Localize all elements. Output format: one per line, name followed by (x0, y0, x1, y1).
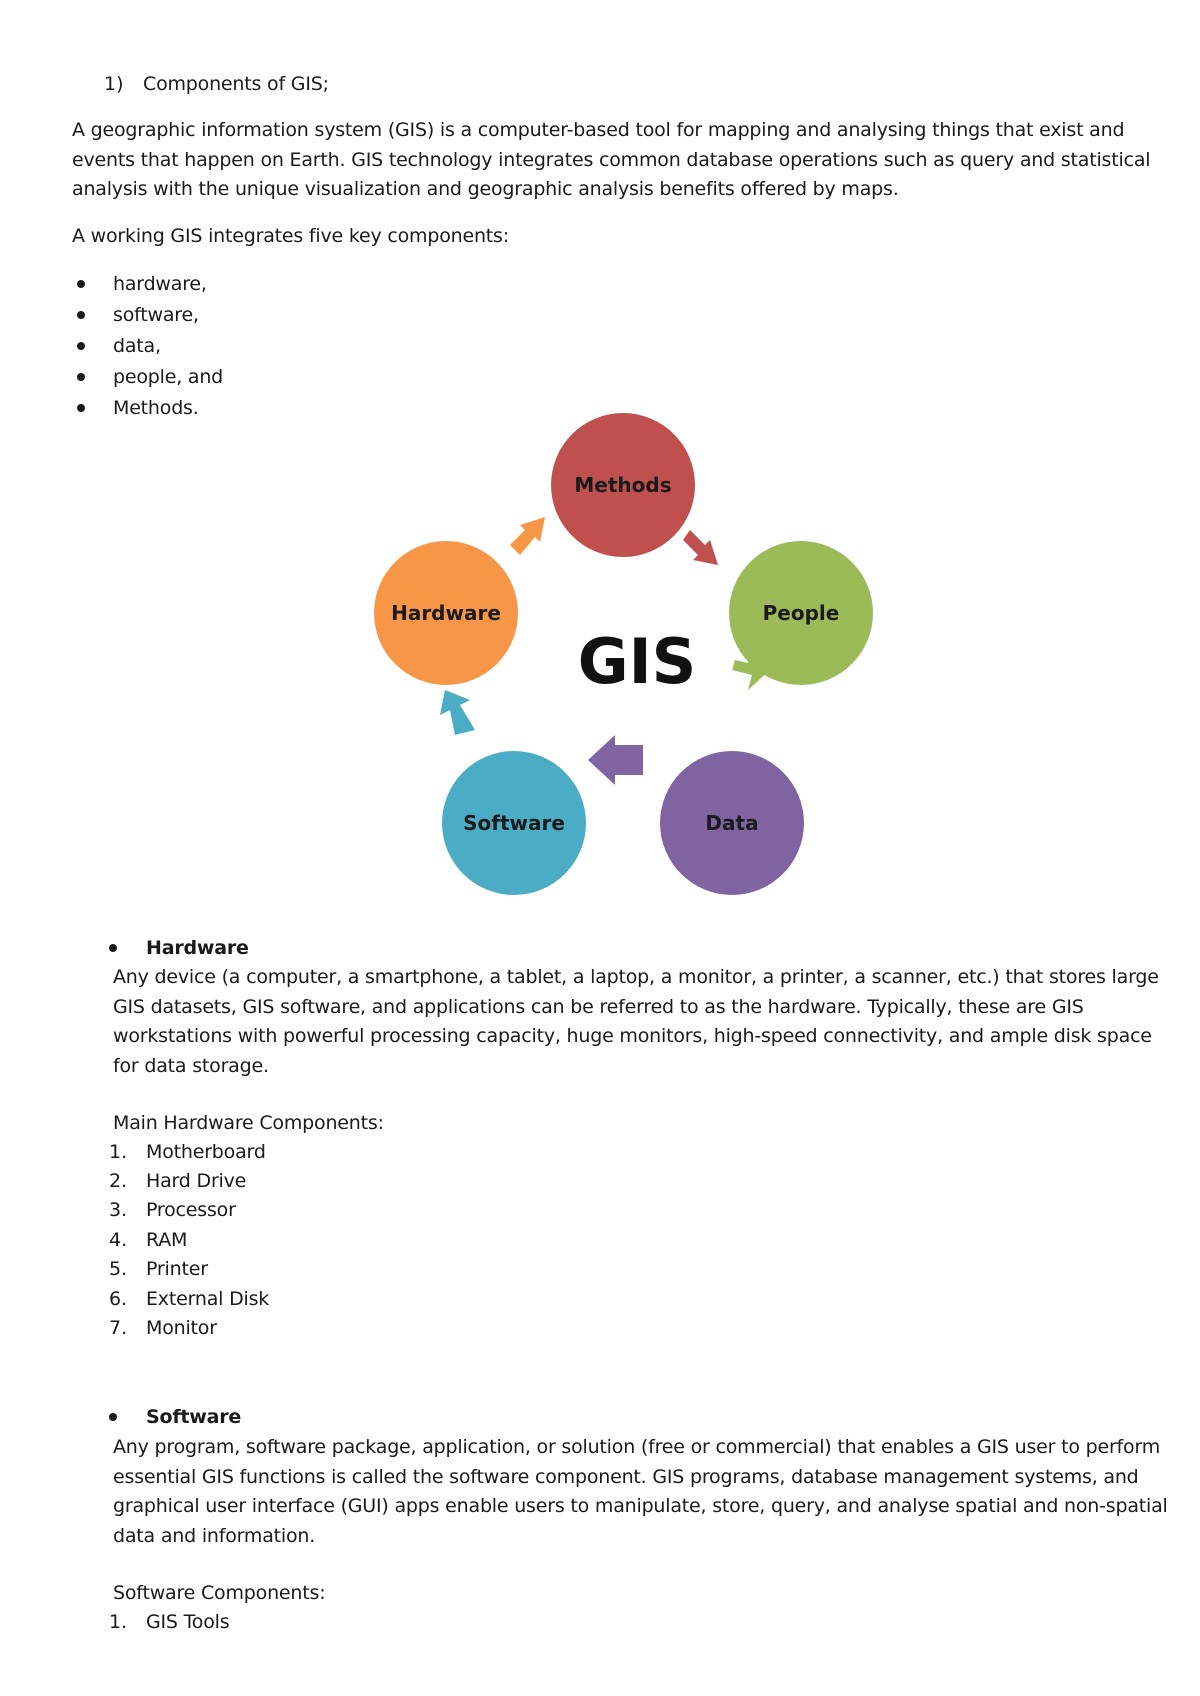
software-paragraph (113, 1433, 1168, 1551)
list-number: 1. (109, 1611, 128, 1633)
list-item: Monitor (146, 1317, 217, 1339)
hardware-list-title: Main Hardware Components: (113, 1112, 384, 1134)
diagram-center-label: GIS (577, 625, 697, 698)
bullet-icon (77, 404, 85, 412)
list-item: data, (113, 335, 161, 357)
list-item: people, and (113, 366, 224, 388)
bullet-icon (77, 373, 85, 381)
hardware-paragraph (113, 963, 1159, 1081)
intro-line: A geographic information system (GIS) is a computer-based tool for mapping and analysing things that exist and (72, 119, 1125, 141)
node-hardware-label: Hardware (391, 601, 501, 625)
arrow-methods-to-people-icon (683, 530, 718, 565)
list-number: 5. (109, 1258, 128, 1280)
software-heading: Software (146, 1406, 242, 1428)
hardware-line: GIS datasets, GIS software, and applications can be referred to as the hardware. Typically, these are GIS (113, 995, 1084, 1018)
list-item: Hard Drive (146, 1170, 247, 1192)
arrow-software-to-hardware-icon (440, 690, 475, 735)
hardware-heading: Hardware (146, 937, 249, 959)
bullet-icon (109, 944, 117, 952)
list-number: 1. (109, 1141, 128, 1163)
node-data-label: Data (705, 811, 759, 835)
list-item: Methods. (113, 397, 199, 419)
bullet-icon (77, 311, 85, 319)
bullet-icon (77, 342, 85, 350)
software-list-title: Software Components: (113, 1582, 326, 1604)
list-item: Processor (146, 1199, 236, 1221)
gis-components-diagram (360, 405, 900, 905)
list-item: software, (113, 304, 199, 326)
node-software-label: Software (463, 811, 565, 835)
hardware-line: for data storage. (113, 1054, 269, 1077)
bullet-icon (109, 1413, 117, 1421)
list-number: 6. (109, 1288, 128, 1310)
intro-line: analysis with the unique visualization and geographic analysis benefits offered by maps. (72, 178, 899, 200)
heading-title: Components of GIS; (143, 73, 329, 95)
list-item: GIS Tools (146, 1611, 230, 1633)
bullet-icon (77, 280, 85, 288)
arrow-data-to-software-icon (588, 735, 643, 785)
list-number: 4. (109, 1229, 128, 1251)
components-intro: A working GIS integrates five key components: (72, 225, 509, 247)
node-methods-label: Methods (574, 473, 672, 497)
heading-number: 1) (104, 73, 124, 95)
software-line: essential GIS functions is called the software component. GIS programs, database management systems, and (113, 1465, 1139, 1488)
list-item: hardware, (113, 273, 207, 295)
intro-paragraph (72, 116, 1150, 205)
list-item: External Disk (146, 1288, 270, 1310)
software-line: Any program, software package, application, or solution (free or commercial) that enables a GIS user to perform (113, 1436, 1161, 1458)
arrow-hardware-to-methods-icon (510, 517, 545, 555)
hardware-line: workstations with powerful processing capacity, huge monitors, high-speed connectivity, and ample disk space (113, 1025, 1152, 1047)
list-number: 7. (109, 1317, 128, 1339)
list-number: 2. (109, 1170, 128, 1192)
list-number: 3. (109, 1199, 128, 1221)
list-item: Motherboard (146, 1141, 266, 1163)
list-item: RAM (146, 1229, 188, 1251)
software-line: graphical user interface (GUI) apps enable users to manipulate, store, query, and analyse spatial and non-spatial (113, 1495, 1168, 1517)
list-item: Printer (146, 1258, 208, 1280)
intro-line: events that happen on Earth. GIS technology integrates common database operations such as query and statistical (72, 148, 1151, 171)
software-line: data and information. (113, 1524, 316, 1547)
node-people-label: People (762, 601, 840, 625)
hardware-line: Any device (a computer, a smartphone, a tablet, a laptop, a monitor, a printer, a scanner, etc.) that stores large (113, 966, 1159, 988)
